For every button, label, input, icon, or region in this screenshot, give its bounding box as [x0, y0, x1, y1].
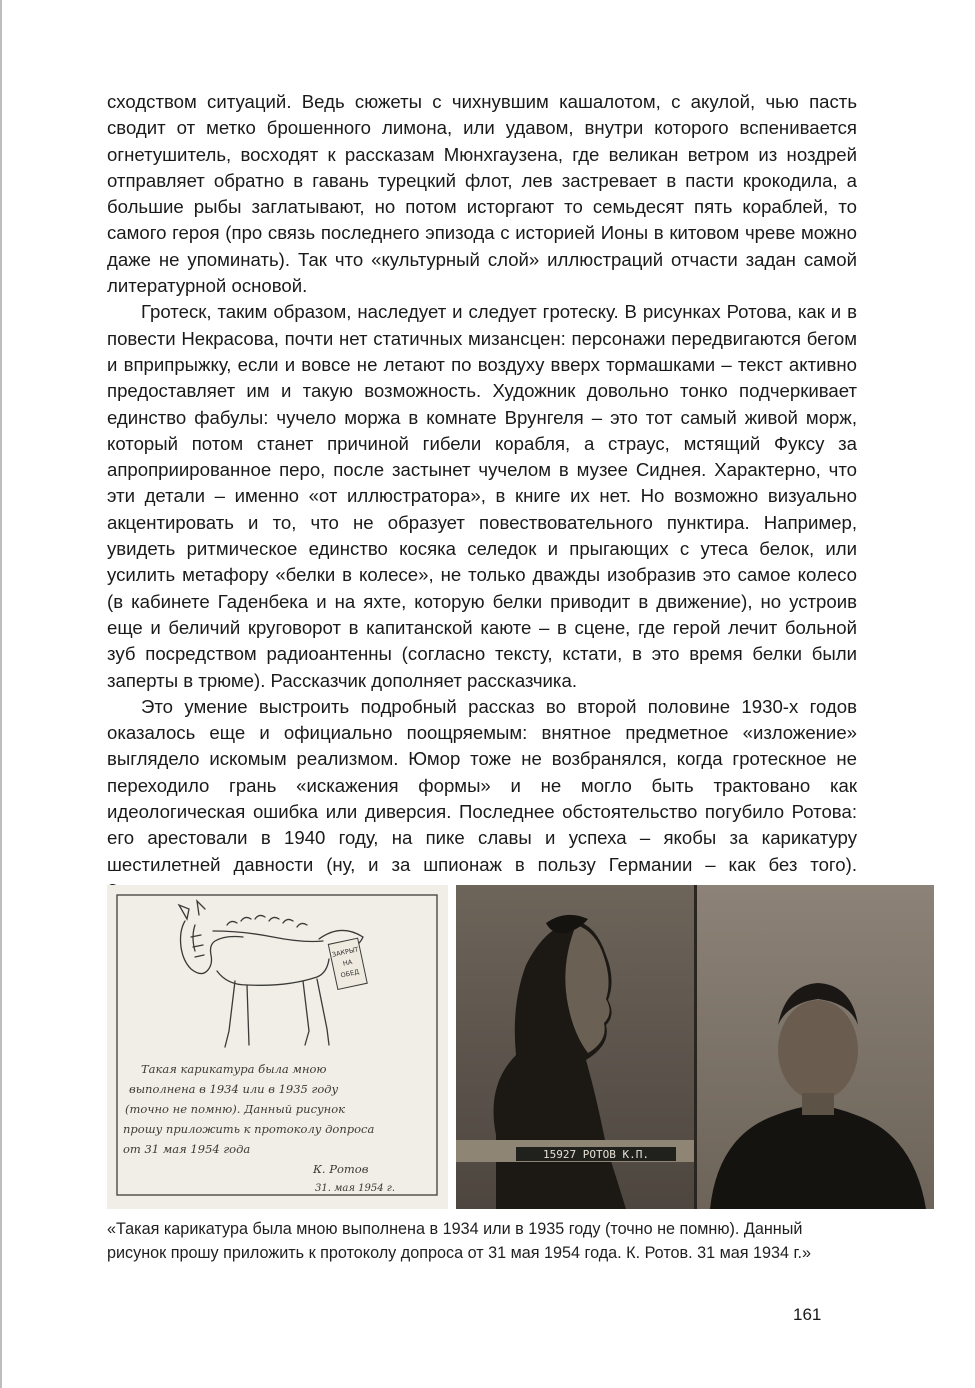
handwritten-line-1: Такая карикатура была мною	[141, 1062, 327, 1076]
mugshot-photo-figure	[456, 885, 934, 1209]
paragraph-2: Гротеск, таким образом, наследует и следует гротеску. В рисунках Ротова, как и в повести Некрасова, почти нет статичных мизансцен: персонажи передвигаются бегом и вприпрыжку, если и вовсе не летают по воздуху вверх тормашками – текст активно предоставляет им и такую возможность. Художник довольно тонко подчеркивает единство фабулы: чучело моржа в комнате Врунгеля – это тот самый живой морж, который потом станет причиной гибели корабля, а страус, мстящий Фуксу за апроприированное перо, после застынет чучелом в музее Сиднея. Характерно, что эти детали – именно «от иллюстратора», в книге их нет. Но возможно визуально акцентировать и то, что не образует повествовательного пунктира. Например, увидеть ритмическое единство косяка селедок и прыгающих с утеса белок, или усилить метафору «белки в колесе», не только дважды изобразив это самое колесо (в кабинете Гаденбека и на яхте, которую белки приводит в движение), но устроив еще и беличий круговорот в капитанской каюте – в сцене, где герой лечит больной зуб посредством радиоантенны (согласно тексту, кстати, в это время белки были заперты в трюме). Рассказчик дополняет рассказчика.	[107, 301, 857, 691]
caricature-sketch-image	[107, 885, 448, 1209]
handwritten-line-3: (точно не помню). Данный рисунок	[125, 1102, 346, 1116]
handwritten-line-2: выполнена в 1934 или в 1935 году	[129, 1082, 339, 1096]
mugshot-photo-image	[456, 885, 934, 1209]
sign-line-1: ЗАКРЫТ	[331, 945, 360, 959]
caption-line-1: «Такая карикатура была мною выполнена в 1934 или в 1935 году (точно не помню). Данный	[107, 1220, 803, 1238]
handwritten-date: 31. мая 1954 г.	[315, 1183, 395, 1194]
page-number: 161	[793, 1305, 822, 1324]
paragraph-3: Это умение выстроить подробный рассказ во второй половине 1930-х годов оказалось еще и официально поощряемым: внятное предметное «изложение» выглядело искомым реализмом. Юмор тоже не возбранялся, когда гротескное не переходило грань «искажения формы» и не могло быть трактовано как идеологическая ошибка или диверсия. Последнее обстоятельство погубило Ротова: его арестовали в 1940 году, на пике славы и успеха – якобы за карикатуру шестилетней давности (ну, и за шпионаж в пользу Германии – как без того).	[107, 695, 857, 875]
caption-line-2: рисунок прошу приложить к протоколу допроса от 31 мая 1954 года. К. Ротов. 31 мая 1934 г.»	[107, 1244, 811, 1262]
handwritten-line-5: от 31 мая 1954 года	[123, 1142, 251, 1156]
sign-line-3: ОБЕД	[339, 967, 360, 980]
handwritten-signature: К. Ротов	[313, 1162, 369, 1176]
caricature-sketch-figure	[107, 885, 448, 1209]
sign-line-2: НА	[342, 957, 353, 968]
paragraph-1: сходством ситуаций. Ведь сюжеты с чихнувшим кашалотом, с акулой, чью пасть сводит от метко брошенного лимона, или удавом, внутри которого вспенивается огнетушитель, восходят к рассказам Мюнхгаузена, где великан ветром из ноздрей отправляет обратно в гавань турецкий флот, лев застревает в пасти крокодила, а большие рыбы заглатывают, но потом исторгают то семьдесят пять кораблей, то самого героя (про связь последнего эпизода с историей Ионы в китовом чреве можно даже не упоминать). Так что «культурный слой» иллюстраций отчасти задан самой литературной основой.	[107, 91, 857, 297]
body-text	[107, 89, 857, 904]
handwritten-line-4: прошу приложить к протоколу допроса	[123, 1122, 375, 1136]
page-left-edge	[0, 0, 2, 1388]
photo-plate-text: 15927 РОТОВ К.П.	[543, 1148, 649, 1161]
figure-caption	[107, 1217, 907, 1265]
